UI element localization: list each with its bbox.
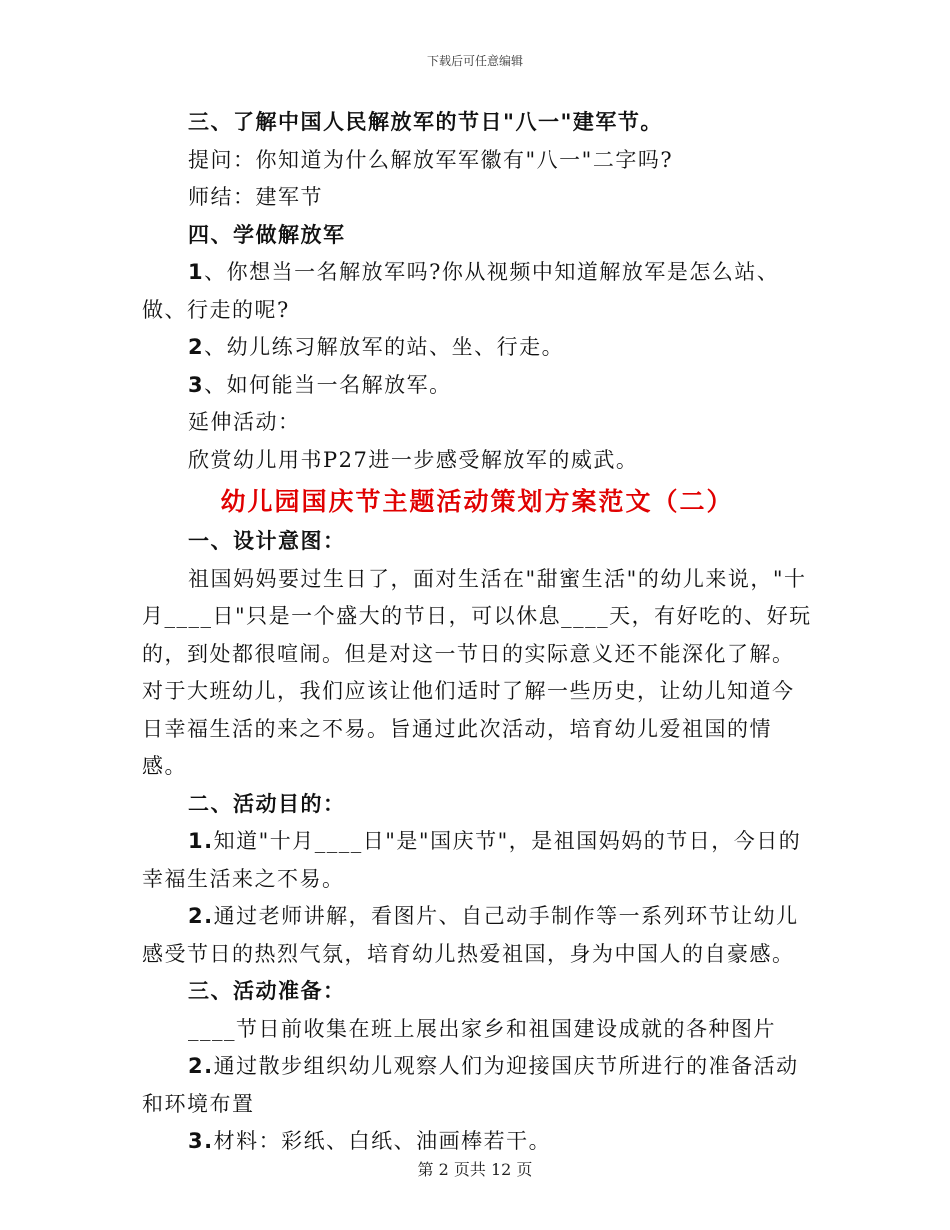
document-title: 幼儿园国庆节主题活动策划方案范文（二）: [220, 487, 734, 516]
list-text: 通过散步组织幼儿观察人们为迎接国庆节所进行的准备活动和环境布置: [142, 1054, 799, 1116]
list-number: 2: [188, 335, 205, 359]
section-heading-3b: 三、活动准备：: [188, 979, 346, 1003]
list-number: 2.: [188, 1054, 214, 1078]
list-item: [142, 329, 812, 367]
list-number: 1: [188, 260, 205, 284]
list-item: [142, 1048, 812, 1123]
list-item: [142, 367, 812, 405]
list-text: 、如何能当一名解放军。: [204, 372, 452, 397]
list-item: [142, 823, 812, 898]
intent-paragraph: 祖国妈妈要过生日了，面对生活在"甜蜜生活"的幼儿来说，"十月____日"只是一个盛大的节日，可以休息____天，有好吃的、好玩的，到处都很喧闹。但是对这一节日的实际意义还不能深化了解。对于大班幼儿，我们应该让他们适时了解一些历史，让幼儿知道今日幸福生活的来之不易。旨通过此次活动，培育幼儿爱祖国的情感。: [142, 566, 812, 778]
list-item: [142, 254, 812, 329]
section-heading-3: 三、了解中国人民解放军的节日"八一"建军节。: [188, 110, 663, 134]
list-number: 3.: [188, 1129, 214, 1153]
list-text: 知道"十月____日"是"国庆节"，是祖国妈妈的节日，今日的幸福生活来之不易。: [142, 829, 802, 891]
list-text: 材料：彩纸、白纸、油画棒若干。: [213, 1129, 552, 1153]
extension-paragraph: 欣赏幼儿用书P27进一步感受解放军的威武。: [188, 447, 639, 472]
section-heading-2: 二、活动目的：: [188, 791, 346, 816]
list-text: 、幼儿练习解放军的站、坐、行走。: [204, 335, 565, 359]
document-body: [142, 104, 812, 1161]
list-text: 通过老师讲解，看图片、自己动手制作等一系列环节让幼儿感受节日的热烈气氛，培育幼儿热爱祖国，身为中国人的自豪感。: [142, 904, 799, 966]
list-number: 1.: [188, 829, 214, 853]
page-header: 下载后可任意编辑: [426, 54, 523, 68]
list-item: [142, 1123, 812, 1161]
list-item: ____节日前收集在班上展出家乡和祖国建设成就的各种图片: [188, 1016, 776, 1041]
list-number: 2.: [188, 904, 214, 928]
section-heading-4: 四、学做解放军: [188, 222, 346, 247]
summary-paragraph: 师结：建军节: [188, 185, 323, 209]
page-footer: 第 2 页共 12 页: [417, 1160, 533, 1179]
list-item: [142, 898, 812, 973]
list-text: 、你想当一名解放军吗?你从视频中知道解放军是怎么站、做、行走的呢?: [142, 260, 780, 322]
question-paragraph: 提问：你知道为什么解放军军徽有"八一"二字吗?: [188, 147, 674, 172]
extension-label: 延伸活动：: [188, 410, 301, 434]
section-heading-1: 一、设计意图：: [188, 529, 346, 553]
list-number: 3: [188, 372, 205, 397]
